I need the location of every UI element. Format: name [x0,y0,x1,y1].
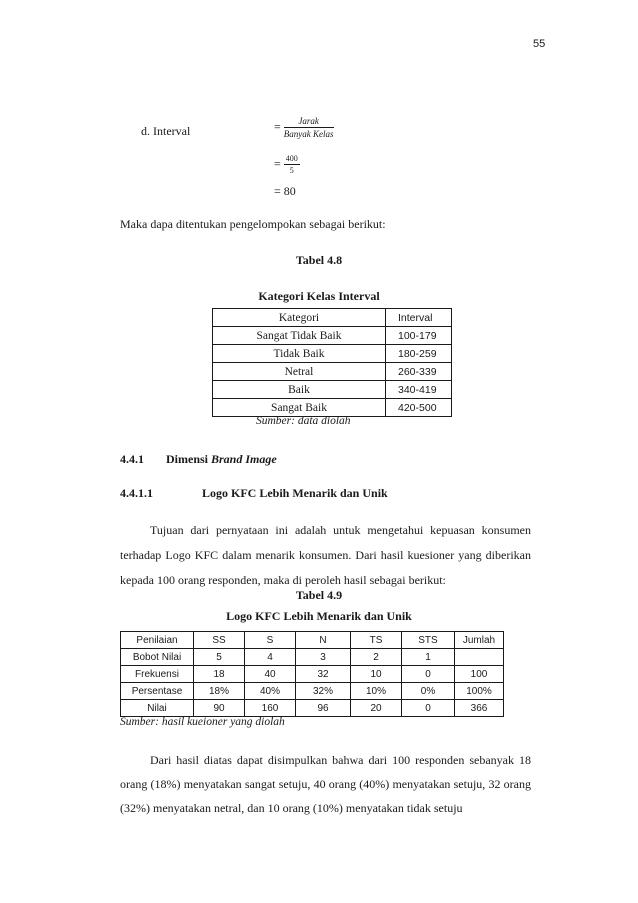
header-cell: Kategori [213,309,386,327]
paragraph-2: Dari hasil diatas dapat disimpulkan bahwa dari 100 responden sebanyak 18 orang (18%) menyatakan sangat setuju, 40 orang (40%) menyatakan setuju, 32 orang (32%) menyatakan netral, dan 10 orang (10%) menyatakan tidak setuju [120,753,531,815]
table-row [213,327,452,345]
table-row [213,345,452,363]
table-cell: 10 [351,666,402,683]
header-cell: Jumlah [455,632,504,649]
table-4-8-title: Tabel 4.8 [295,253,343,267]
header-cell: SS [194,632,245,649]
table-cell: 160 [245,700,296,717]
table-cell: 2 [351,649,402,666]
table-4-9-source: Sumber: hasil kueioner yang diolah [120,716,285,728]
table-cell: 20 [351,700,402,717]
table-4-8-subtitle: Kategori Kelas Interval [258,289,380,303]
header-cell: Penilaian [121,632,194,649]
table-cell: Sangat Baik [213,399,386,417]
table-cell: Persentase [121,683,194,700]
header-cell: Interval [386,309,452,327]
header-cell: S [245,632,296,649]
page-number: 55 [533,38,546,50]
section-4-4-1-1-heading: Logo KFC Lebih Menarik dan Unik [202,486,388,500]
table-4-9-subtitle: Logo KFC Lebih Menarik dan Unik [226,609,412,623]
interval-label: d. Interval [141,124,191,138]
interval-formula-2 [274,154,300,175]
table-cell: 40 [245,666,296,683]
table-cell: Sangat Tidak Baik [213,327,386,345]
table-cell: 0% [402,683,455,700]
intro-line: Maka dapa ditentukan pengelompokan sebagai berikut: [120,217,386,231]
table-row [121,649,504,666]
table-cell: 420-500 [386,399,452,417]
table-row [213,363,452,381]
table-cell: Bobot Nilai [121,649,194,666]
table-cell: 1 [402,649,455,666]
fraction-numerator: Jarak [284,116,334,128]
fraction-denominator: Banyak Kelas [283,129,334,139]
table-cell: Netral [213,363,386,381]
fraction-denominator: 5 [289,166,294,175]
table-cell: 96 [296,700,351,717]
heading-text: Dimensi [166,452,211,466]
paragraph-1: Tujuan dari pernyataan ini adalah untuk mengetahui kepuasan konsumen terhadap Logo KFC dalam menarik konsumen. Dari hasil kuesioner yang diberikan kepada 100 orang responden, maka di peroleh hasil sebagai berikut: [120,523,531,587]
table-cell: 40% [245,683,296,700]
table-cell: Baik [213,381,386,399]
table-cell: 32% [296,683,351,700]
header-cell: N [296,632,351,649]
table-cell: 0 [402,700,455,717]
table-4-9-title: Tabel 4.9 [295,588,343,602]
header-cell: STS [402,632,455,649]
table-header-row [121,632,504,649]
table-cell: 90 [194,700,245,717]
table-cell: 4 [245,649,296,666]
table-cell [455,649,504,666]
table-cell: 3 [296,649,351,666]
fraction-numerator: 400 [285,154,298,163]
section-4-4-1-1-number: 4.4.1.1 [120,486,153,500]
section-4-4-1-number: 4.4.1 [120,452,144,466]
table-cell: 366 [455,700,504,717]
table-header-row [213,309,452,327]
table-row [213,399,452,417]
table-cell: 18% [194,683,245,700]
table-4-8-source: Sumber: data diolah [256,415,351,427]
table-cell: 100-179 [386,327,452,345]
table-cell: 180-259 [386,345,452,363]
header-cell: TS [351,632,402,649]
table-cell: Tidak Baik [213,345,386,363]
table-row [121,683,504,700]
table-4-9 [120,631,504,717]
equals-sign: = [274,156,281,171]
table-cell: Nilai [121,700,194,717]
section-4-4-1-heading [166,452,277,467]
table-cell: Frekuensi [121,666,194,683]
fraction-400-5 [284,154,300,175]
table-cell: 100 [455,666,504,683]
table-cell: 0 [402,666,455,683]
table-cell: 100% [455,683,504,700]
table-cell: 18 [194,666,245,683]
table-row [121,700,504,717]
table-row [213,381,452,399]
interval-formula-1 [274,116,334,139]
table-cell: 5 [194,649,245,666]
table-cell: 10% [351,683,402,700]
table-cell: 260-339 [386,363,452,381]
fraction-jarak-banyak-kelas [284,116,334,139]
equals-sign: = [274,119,281,134]
table-4-8 [212,308,452,417]
interval-result: = 80 [274,184,296,198]
table-cell: 340-419 [386,381,452,399]
table-row [121,666,504,683]
heading-italic-text: Brand Image [211,452,277,466]
table-cell: 32 [296,666,351,683]
